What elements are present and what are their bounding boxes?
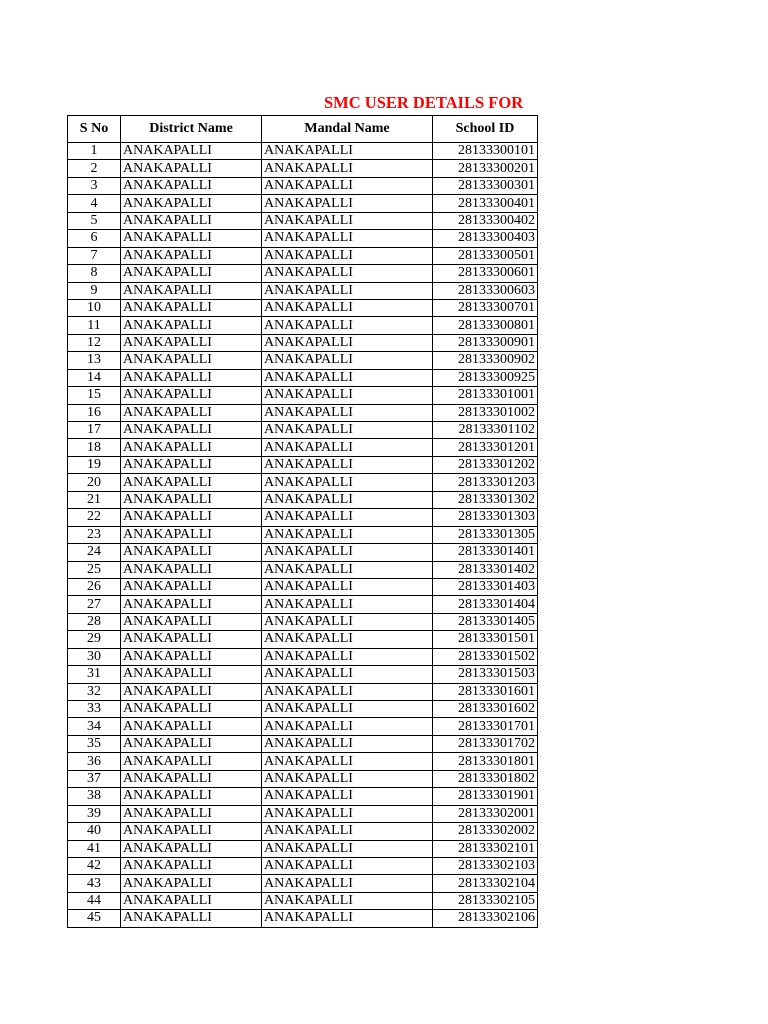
- cell-school-id: 28133300101: [433, 143, 538, 160]
- cell-district-name: ANAKAPALLI: [121, 177, 262, 194]
- table-row: [68, 526, 538, 543]
- cell-sno: 12: [68, 334, 121, 351]
- table-row: [68, 474, 538, 491]
- cell-sno: 42: [68, 857, 121, 874]
- cell-sno: 43: [68, 875, 121, 892]
- cell-sno: 33: [68, 701, 121, 718]
- cell-school-id: 28133300401: [433, 195, 538, 212]
- cell-district-name: ANAKAPALLI: [121, 352, 262, 369]
- cell-sno: 38: [68, 788, 121, 805]
- cell-school-id: 28133301501: [433, 631, 538, 648]
- cell-school-id: 28133301404: [433, 596, 538, 613]
- cell-district-name: ANAKAPALLI: [121, 648, 262, 665]
- table-row: [68, 805, 538, 822]
- cell-sno: 18: [68, 439, 121, 456]
- table-row: [68, 369, 538, 386]
- cell-mandal-name: ANAKAPALLI: [262, 212, 433, 229]
- cell-district-name: ANAKAPALLI: [121, 456, 262, 473]
- cell-sno: 22: [68, 509, 121, 526]
- cell-district-name: ANAKAPALLI: [121, 334, 262, 351]
- cell-school-id: 28133301302: [433, 491, 538, 508]
- cell-school-id: 28133301801: [433, 753, 538, 770]
- cell-mandal-name: ANAKAPALLI: [262, 578, 433, 595]
- cell-district-name: ANAKAPALLI: [121, 195, 262, 212]
- cell-mandal-name: ANAKAPALLI: [262, 892, 433, 909]
- table-row: [68, 544, 538, 561]
- cell-sno: 1: [68, 143, 121, 160]
- cell-sno: 7: [68, 247, 121, 264]
- cell-school-id: 28133302105: [433, 892, 538, 909]
- table-row: [68, 683, 538, 700]
- cell-district-name: ANAKAPALLI: [121, 857, 262, 874]
- cell-school-id: 28133300701: [433, 299, 538, 316]
- header-school-id: School ID: [433, 116, 538, 143]
- cell-sno: 26: [68, 578, 121, 595]
- table-header: [68, 116, 538, 143]
- cell-school-id: 28133301503: [433, 666, 538, 683]
- header-district-name: District Name: [121, 116, 262, 143]
- cell-school-id: 28133301702: [433, 735, 538, 752]
- table-row: [68, 195, 538, 212]
- cell-district-name: ANAKAPALLI: [121, 404, 262, 421]
- cell-school-id: 28133301901: [433, 788, 538, 805]
- cell-sno: 40: [68, 823, 121, 840]
- cell-district-name: ANAKAPALLI: [121, 317, 262, 334]
- cell-sno: 20: [68, 474, 121, 491]
- cell-sno: 4: [68, 195, 121, 212]
- header-sno: S No: [68, 116, 121, 143]
- cell-district-name: ANAKAPALLI: [121, 753, 262, 770]
- header-row: [68, 116, 538, 143]
- cell-mandal-name: ANAKAPALLI: [262, 561, 433, 578]
- cell-mandal-name: ANAKAPALLI: [262, 317, 433, 334]
- cell-sno: 5: [68, 212, 121, 229]
- cell-district-name: ANAKAPALLI: [121, 544, 262, 561]
- cell-school-id: 28133301403: [433, 578, 538, 595]
- cell-district-name: ANAKAPALLI: [121, 788, 262, 805]
- table-row: [68, 230, 538, 247]
- table-row: [68, 648, 538, 665]
- cell-school-id: 28133301402: [433, 561, 538, 578]
- cell-mandal-name: ANAKAPALLI: [262, 770, 433, 787]
- table-row: [68, 177, 538, 194]
- cell-sno: 9: [68, 282, 121, 299]
- cell-school-id: 28133301202: [433, 456, 538, 473]
- cell-school-id: 28133300402: [433, 212, 538, 229]
- cell-district-name: ANAKAPALLI: [121, 840, 262, 857]
- cell-sno: 19: [68, 456, 121, 473]
- cell-school-id: 28133300501: [433, 247, 538, 264]
- table-row: [68, 578, 538, 595]
- cell-mandal-name: ANAKAPALLI: [262, 404, 433, 421]
- cell-sno: 44: [68, 892, 121, 909]
- cell-district-name: ANAKAPALLI: [121, 299, 262, 316]
- table-row: [68, 404, 538, 421]
- page-title: SMC USER DETAILS FOR: [324, 93, 524, 112]
- cell-school-id: 28133302001: [433, 805, 538, 822]
- cell-mandal-name: ANAKAPALLI: [262, 735, 433, 752]
- cell-school-id: 28133300925: [433, 369, 538, 386]
- cell-school-id: 28133301502: [433, 648, 538, 665]
- table-row: [68, 788, 538, 805]
- cell-school-id: 28133301203: [433, 474, 538, 491]
- cell-school-id: 28133300403: [433, 230, 538, 247]
- cell-sno: 25: [68, 561, 121, 578]
- cell-school-id: 28133300901: [433, 334, 538, 351]
- cell-mandal-name: ANAKAPALLI: [262, 753, 433, 770]
- cell-district-name: ANAKAPALLI: [121, 666, 262, 683]
- cell-district-name: ANAKAPALLI: [121, 247, 262, 264]
- cell-school-id: 28133302101: [433, 840, 538, 857]
- cell-sno: 29: [68, 631, 121, 648]
- cell-mandal-name: ANAKAPALLI: [262, 648, 433, 665]
- cell-sno: 28: [68, 613, 121, 630]
- cell-district-name: ANAKAPALLI: [121, 526, 262, 543]
- table-row: [68, 735, 538, 752]
- cell-sno: 14: [68, 369, 121, 386]
- cell-sno: 32: [68, 683, 121, 700]
- table-row: [68, 857, 538, 874]
- cell-sno: 6: [68, 230, 121, 247]
- cell-sno: 21: [68, 491, 121, 508]
- cell-school-id: 28133301303: [433, 509, 538, 526]
- cell-district-name: ANAKAPALLI: [121, 770, 262, 787]
- cell-mandal-name: ANAKAPALLI: [262, 160, 433, 177]
- cell-district-name: ANAKAPALLI: [121, 265, 262, 282]
- table-row: [68, 596, 538, 613]
- cell-mandal-name: ANAKAPALLI: [262, 177, 433, 194]
- cell-district-name: ANAKAPALLI: [121, 143, 262, 160]
- cell-mandal-name: ANAKAPALLI: [262, 143, 433, 160]
- cell-school-id: 28133302106: [433, 910, 538, 927]
- table-row: [68, 160, 538, 177]
- table-row: [68, 422, 538, 439]
- cell-district-name: ANAKAPALLI: [121, 474, 262, 491]
- cell-district-name: ANAKAPALLI: [121, 613, 262, 630]
- cell-district-name: ANAKAPALLI: [121, 212, 262, 229]
- table-row: [68, 282, 538, 299]
- cell-sno: 11: [68, 317, 121, 334]
- table-row: [68, 509, 538, 526]
- table-row: [68, 317, 538, 334]
- cell-school-id: 28133301401: [433, 544, 538, 561]
- cell-district-name: ANAKAPALLI: [121, 683, 262, 700]
- cell-district-name: ANAKAPALLI: [121, 875, 262, 892]
- cell-sno: 23: [68, 526, 121, 543]
- cell-sno: 37: [68, 770, 121, 787]
- table-row: [68, 143, 538, 160]
- table-row: [68, 212, 538, 229]
- table-row: [68, 491, 538, 508]
- cell-mandal-name: ANAKAPALLI: [262, 230, 433, 247]
- header-mandal-name: Mandal Name: [262, 116, 433, 143]
- cell-mandal-name: ANAKAPALLI: [262, 544, 433, 561]
- cell-district-name: ANAKAPALLI: [121, 892, 262, 909]
- cell-mandal-name: ANAKAPALLI: [262, 369, 433, 386]
- cell-school-id: 28133300902: [433, 352, 538, 369]
- cell-school-id: 28133300301: [433, 177, 538, 194]
- table-row: [68, 613, 538, 630]
- cell-mandal-name: ANAKAPALLI: [262, 701, 433, 718]
- cell-district-name: ANAKAPALLI: [121, 701, 262, 718]
- cell-school-id: 28133301602: [433, 701, 538, 718]
- cell-sno: 31: [68, 666, 121, 683]
- cell-district-name: ANAKAPALLI: [121, 369, 262, 386]
- cell-district-name: ANAKAPALLI: [121, 422, 262, 439]
- table-body: [68, 143, 538, 928]
- cell-school-id: 28133301701: [433, 718, 538, 735]
- table-row: [68, 334, 538, 351]
- cell-mandal-name: ANAKAPALLI: [262, 683, 433, 700]
- cell-district-name: ANAKAPALLI: [121, 561, 262, 578]
- cell-mandal-name: ANAKAPALLI: [262, 875, 433, 892]
- cell-sno: 13: [68, 352, 121, 369]
- table-row: [68, 247, 538, 264]
- table-row: [68, 666, 538, 683]
- cell-mandal-name: ANAKAPALLI: [262, 352, 433, 369]
- cell-sno: 24: [68, 544, 121, 561]
- cell-mandal-name: ANAKAPALLI: [262, 788, 433, 805]
- cell-district-name: ANAKAPALLI: [121, 282, 262, 299]
- cell-mandal-name: ANAKAPALLI: [262, 387, 433, 404]
- cell-district-name: ANAKAPALLI: [121, 718, 262, 735]
- table-row: [68, 753, 538, 770]
- cell-mandal-name: ANAKAPALLI: [262, 910, 433, 927]
- cell-sno: 30: [68, 648, 121, 665]
- cell-school-id: 28133301305: [433, 526, 538, 543]
- cell-mandal-name: ANAKAPALLI: [262, 265, 433, 282]
- cell-mandal-name: ANAKAPALLI: [262, 456, 433, 473]
- cell-district-name: ANAKAPALLI: [121, 910, 262, 927]
- cell-sno: 34: [68, 718, 121, 735]
- cell-district-name: ANAKAPALLI: [121, 631, 262, 648]
- cell-mandal-name: ANAKAPALLI: [262, 422, 433, 439]
- cell-mandal-name: ANAKAPALLI: [262, 509, 433, 526]
- cell-district-name: ANAKAPALLI: [121, 230, 262, 247]
- table-row: [68, 299, 538, 316]
- cell-sno: 45: [68, 910, 121, 927]
- cell-district-name: ANAKAPALLI: [121, 805, 262, 822]
- cell-school-id: 28133300603: [433, 282, 538, 299]
- table-row: [68, 892, 538, 909]
- cell-school-id: 28133301405: [433, 613, 538, 630]
- table-row: [68, 875, 538, 892]
- smc-user-table: [67, 115, 538, 928]
- cell-sno: 16: [68, 404, 121, 421]
- cell-school-id: 28133301802: [433, 770, 538, 787]
- cell-sno: 3: [68, 177, 121, 194]
- cell-mandal-name: ANAKAPALLI: [262, 334, 433, 351]
- cell-mandal-name: ANAKAPALLI: [262, 474, 433, 491]
- cell-sno: 17: [68, 422, 121, 439]
- cell-school-id: 28133302103: [433, 857, 538, 874]
- cell-sno: 41: [68, 840, 121, 857]
- cell-sno: 8: [68, 265, 121, 282]
- cell-sno: 15: [68, 387, 121, 404]
- cell-district-name: ANAKAPALLI: [121, 160, 262, 177]
- cell-district-name: ANAKAPALLI: [121, 439, 262, 456]
- cell-district-name: ANAKAPALLI: [121, 596, 262, 613]
- cell-mandal-name: ANAKAPALLI: [262, 195, 433, 212]
- cell-sno: 39: [68, 805, 121, 822]
- cell-district-name: ANAKAPALLI: [121, 735, 262, 752]
- cell-mandal-name: ANAKAPALLI: [262, 718, 433, 735]
- table-row: [68, 456, 538, 473]
- table-row: [68, 840, 538, 857]
- cell-school-id: 28133300801: [433, 317, 538, 334]
- cell-school-id: 28133302104: [433, 875, 538, 892]
- cell-mandal-name: ANAKAPALLI: [262, 840, 433, 857]
- cell-mandal-name: ANAKAPALLI: [262, 823, 433, 840]
- cell-school-id: 28133302002: [433, 823, 538, 840]
- cell-sno: 27: [68, 596, 121, 613]
- cell-district-name: ANAKAPALLI: [121, 509, 262, 526]
- cell-mandal-name: ANAKAPALLI: [262, 631, 433, 648]
- cell-mandal-name: ANAKAPALLI: [262, 805, 433, 822]
- cell-district-name: ANAKAPALLI: [121, 491, 262, 508]
- cell-school-id: 28133301102: [433, 422, 538, 439]
- cell-sno: 10: [68, 299, 121, 316]
- cell-mandal-name: ANAKAPALLI: [262, 613, 433, 630]
- table-row: [68, 910, 538, 927]
- cell-sno: 2: [68, 160, 121, 177]
- cell-school-id: 28133301201: [433, 439, 538, 456]
- cell-mandal-name: ANAKAPALLI: [262, 247, 433, 264]
- cell-mandal-name: ANAKAPALLI: [262, 857, 433, 874]
- table-row: [68, 561, 538, 578]
- table-row: [68, 631, 538, 648]
- cell-district-name: ANAKAPALLI: [121, 387, 262, 404]
- cell-school-id: 28133301001: [433, 387, 538, 404]
- cell-school-id: 28133300601: [433, 265, 538, 282]
- cell-district-name: ANAKAPALLI: [121, 578, 262, 595]
- table-row: [68, 823, 538, 840]
- cell-school-id: 28133300201: [433, 160, 538, 177]
- cell-mandal-name: ANAKAPALLI: [262, 491, 433, 508]
- table-row: [68, 352, 538, 369]
- cell-sno: 36: [68, 753, 121, 770]
- table-row: [68, 387, 538, 404]
- cell-mandal-name: ANAKAPALLI: [262, 282, 433, 299]
- cell-mandal-name: ANAKAPALLI: [262, 439, 433, 456]
- cell-sno: 35: [68, 735, 121, 752]
- table-row: [68, 439, 538, 456]
- cell-mandal-name: ANAKAPALLI: [262, 299, 433, 316]
- table-row: [68, 265, 538, 282]
- table-row: [68, 718, 538, 735]
- table-row: [68, 701, 538, 718]
- cell-school-id: 28133301601: [433, 683, 538, 700]
- table-row: [68, 770, 538, 787]
- cell-district-name: ANAKAPALLI: [121, 823, 262, 840]
- cell-mandal-name: ANAKAPALLI: [262, 526, 433, 543]
- cell-school-id: 28133301002: [433, 404, 538, 421]
- cell-mandal-name: ANAKAPALLI: [262, 596, 433, 613]
- cell-mandal-name: ANAKAPALLI: [262, 666, 433, 683]
